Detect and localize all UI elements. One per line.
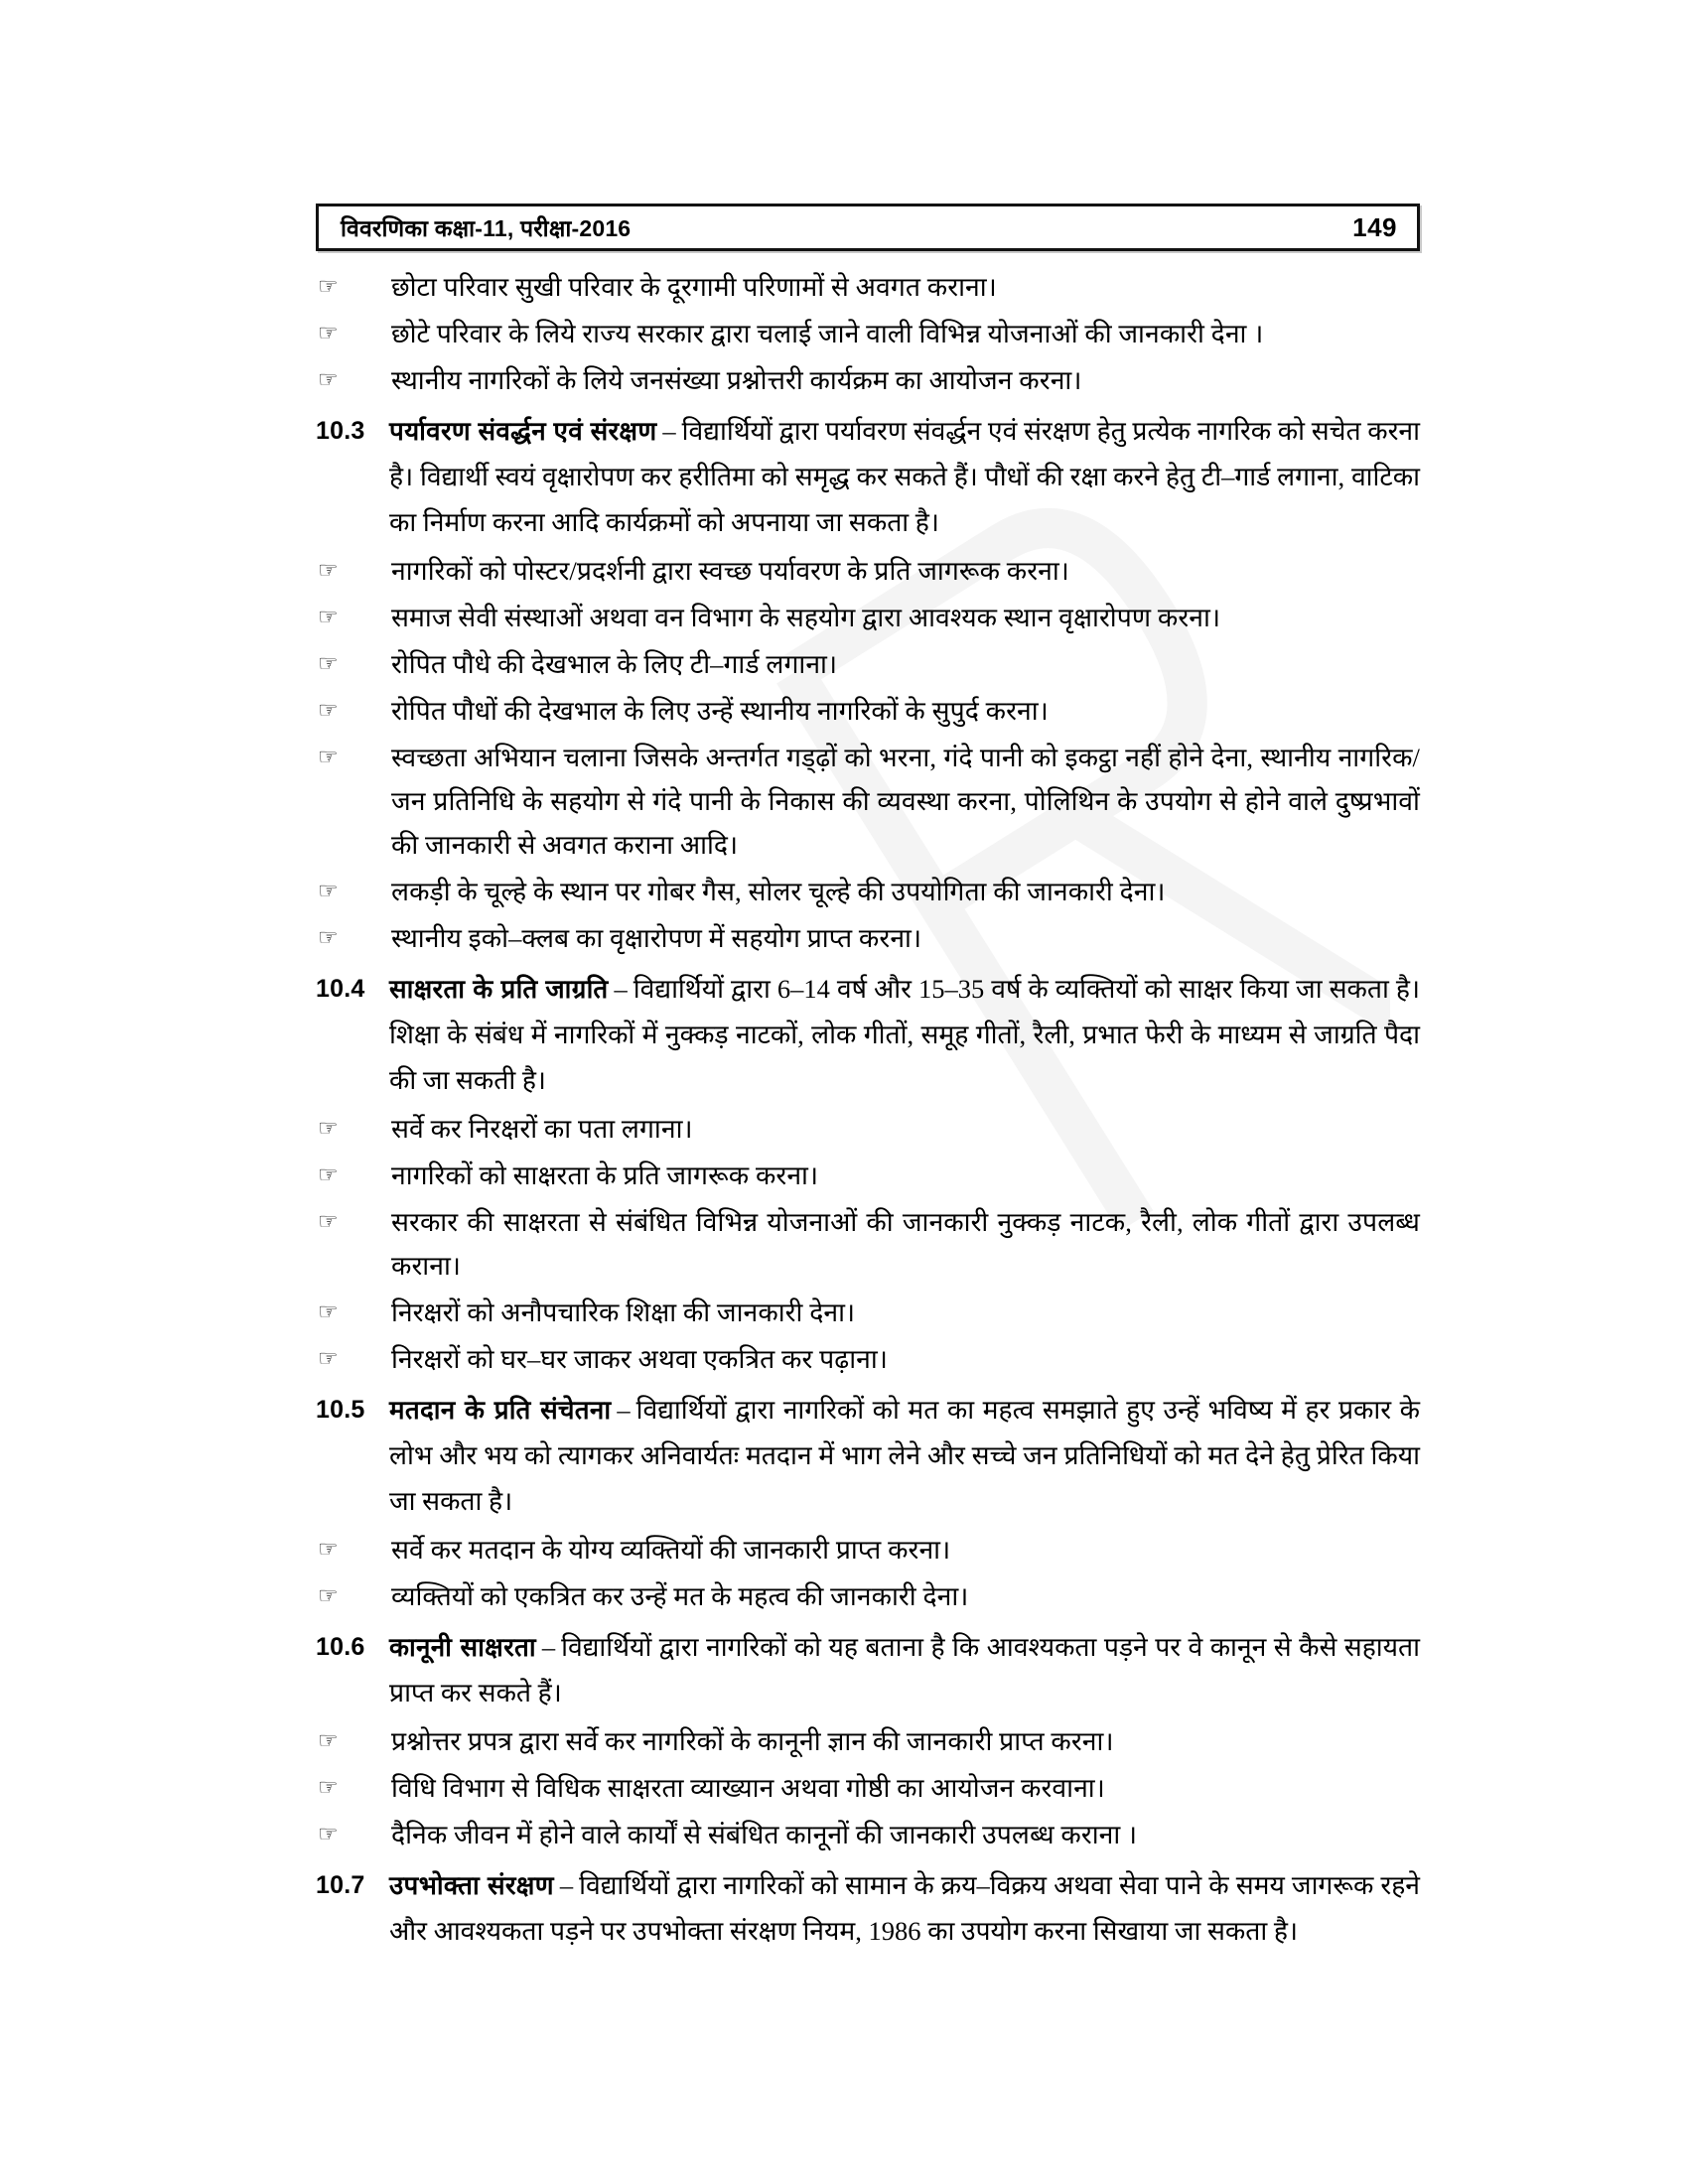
section-title: मतदान के प्रति संचेतना <box>389 1395 612 1425</box>
bullet-item-text: स्वच्छता अभियान चलाना जिसके अन्तर्गत गड्ढ़ों को भरना, गंदे पानी को इकट्ठा नहीं होने देना, स्थानीय नागरिक/जन प्रतिनिधि के सहयोग से गंदे पानी के निकास की व्यवस्था करना, पोलिथिन के उपयोग से होने वाले दुष्प्रभावों की जानकारी से अवगत कराना आदि। <box>391 743 1420 860</box>
pointing-hand-bullet-icon: ☞ <box>318 745 339 770</box>
bullet-item-text: प्रश्नोत्तर प्रपत्र द्वारा सर्वे कर नागरिकों के कानूनी ज्ञान की जानकारी प्राप्त करना। <box>391 1726 1114 1756</box>
pointing-hand-bullet-icon: ☞ <box>318 1822 339 1847</box>
page-header <box>316 204 1420 251</box>
numbered-section <box>316 1862 1420 1954</box>
bullet-item-text: नागरिकों को साक्षरता के प्रति जागरूक करना। <box>391 1160 819 1190</box>
bullet-list-item <box>316 1337 1420 1381</box>
section-title: कानूनी साक्षरता <box>389 1632 536 1662</box>
bullet-list-item <box>316 549 1420 593</box>
bullet-list-item <box>316 870 1420 913</box>
numbered-section <box>316 966 1420 1103</box>
bullet-list-item <box>316 1107 1420 1151</box>
section-body <box>389 1624 1420 1715</box>
bullet-list-item <box>316 596 1420 639</box>
bullet-list-item <box>316 1766 1420 1810</box>
pointing-hand-bullet-icon: ☞ <box>318 1299 339 1325</box>
bullet-list-item <box>316 1574 1420 1618</box>
bullet-item-text: व्यक्तियों को एकत्रित कर उन्हें मत के महत्व की जानकारी देना। <box>391 1581 969 1611</box>
section-number: 10.7 <box>316 1871 365 1899</box>
pointing-hand-bullet-icon: ☞ <box>318 1583 339 1609</box>
header-title: विवरणिका कक्षा-11, परीक्षा-2016 <box>341 215 632 241</box>
bullet-item-text: स्थानीय नागरिकों के लिये जनसंख्या प्रश्नोत्तरी कार्यक्रम का आयोजन करना। <box>391 365 1082 395</box>
section-text: विद्यार्थियों द्वारा नागरिकों को सामान के क्रय–विक्रय अथवा सेवा पाने के समय जागरूक रहने और आवश्यकता पड़ने पर उपभोक्ता संरक्षण नियम, 1986 का उपयोग करना सिखाया जा सकता है। <box>389 1870 1420 1946</box>
pointing-hand-bullet-icon: ☞ <box>318 1346 339 1372</box>
bullet-item-text: रोपित पौधे की देखभाल के लिए टी–गार्ड लगाना। <box>391 649 838 679</box>
pointing-hand-bullet-icon: ☞ <box>318 1775 339 1801</box>
section-text: विद्यार्थियों द्वारा नागरिकों को मत का महत्व समझाते हुए उन्हें भविष्य में हर प्रकार के लोभ और भय को त्यागकर अनिवार्यतः मतदान में भाग लेने और सच्चे जन प्रतिनिधियों को मत देने हेतु प्रेरित किया जा सकता है। <box>389 1395 1420 1516</box>
bullet-item-text: नागरिकों को पोस्टर/प्रदर्शनी द्वारा स्वच्छ पर्यावरण के प्रति जागरूक करना। <box>391 556 1069 586</box>
pointing-hand-bullet-icon: ☞ <box>318 925 339 951</box>
section-body <box>389 408 1420 545</box>
section-body <box>389 966 1420 1103</box>
page-number: 149 <box>1352 211 1397 242</box>
section-number: 10.5 <box>316 1396 365 1424</box>
bullet-item-text: छोटे परिवार के लिये राज्य सरकार द्वारा चलाई जाने वाली विभिन्न योजनाओं की जानकारी देना । <box>391 319 1264 348</box>
pointing-hand-bullet-icon: ☞ <box>318 321 339 346</box>
bullet-item-text: सर्वे कर मतदान के योग्य व्यक्तियों की जानकारी प्राप्त करना। <box>391 1535 951 1565</box>
section-dash-separator: – <box>541 1632 556 1662</box>
numbered-section <box>316 1387 1420 1524</box>
bullet-item-text: सर्वे कर निरक्षरों का पता लगाना। <box>391 1114 693 1144</box>
bullet-list-item <box>316 1154 1420 1197</box>
section-body <box>389 1387 1420 1524</box>
pointing-hand-bullet-icon: ☞ <box>318 1537 339 1563</box>
pointing-hand-bullet-icon: ☞ <box>318 698 339 724</box>
section-title: उपभोक्ता संरक्षण <box>389 1870 554 1900</box>
section-title: पर्यावरण संवर्द्धन एवं संरक्षण <box>389 416 657 446</box>
bullet-list-item <box>316 1813 1420 1856</box>
pointing-hand-bullet-icon: ☞ <box>318 1728 339 1754</box>
section-number: 10.6 <box>316 1633 365 1661</box>
document-body <box>316 265 1420 1954</box>
pointing-hand-bullet-icon: ☞ <box>318 367 339 393</box>
section-dash-separator: – <box>617 1395 631 1425</box>
bullet-list-item <box>316 1528 1420 1571</box>
section-body <box>389 1862 1420 1954</box>
section-dash-separator: – <box>662 416 676 446</box>
bullet-item-text: विधि विभाग से विधिक साक्षरता व्याख्यान अथवा गोष्ठी का आयोजन करवाना। <box>391 1773 1105 1803</box>
bullet-list-item <box>316 1291 1420 1334</box>
bullet-list-item <box>316 312 1420 355</box>
bullet-list-item <box>316 642 1420 686</box>
bullet-item-text: समाज सेवी संस्थाओं अथवा वन विभाग के सहयोग द्वारा आवश्यक स्थान वृक्षारोपण करना। <box>391 603 1221 632</box>
numbered-section <box>316 1624 1420 1715</box>
pointing-hand-bullet-icon: ☞ <box>318 1209 339 1235</box>
bullet-list-item <box>316 265 1420 309</box>
section-text: विद्यार्थियों द्वारा 6–14 वर्ष और 15–35 वर्ष के व्यक्तियों को साक्षर किया जा सकता है। शिक्षा के संबंध में नागरिकों में नुक्कड़ नाटकों, लोक गीतों, समूह गीतों, रैली, प्रभात फेरी के माध्यम से जाग्रति पैदा की जा सकती है। <box>389 974 1420 1095</box>
section-text: विद्यार्थियों द्वारा नागरिकों को यह बताना है कि आवश्यकता पड़ने पर वे कानून से कैसे सहायता प्राप्त कर सकते हैं। <box>389 1632 1420 1707</box>
section-number: 10.3 <box>316 417 365 445</box>
pointing-hand-bullet-icon: ☞ <box>318 1162 339 1188</box>
bullet-item-text: स्थानीय इको–क्लब का वृक्षारोपण में सहयोग प्राप्त करना। <box>391 923 922 953</box>
pointing-hand-bullet-icon: ☞ <box>318 605 339 630</box>
bullet-item-text: दैनिक जीवन में होने वाले कार्यों से संबंधित कानूनों की जानकारी उपलब्ध कराना । <box>391 1820 1138 1849</box>
bullet-item-text: छोटा परिवार सुखी परिवार के दूरगामी परिणामों से अवगत कराना। <box>391 272 997 302</box>
bullet-item-text: सरकार की साक्षरता से संबंधित विभिन्न योजनाओं की जानकारी नुक्कड़ नाटक, रैली, लोक गीतों द्वारा उपलब्ध कराना। <box>391 1207 1420 1281</box>
bullet-list-item <box>316 1719 1420 1763</box>
bullet-list-item <box>316 1200 1420 1288</box>
bullet-list-item <box>316 916 1420 960</box>
bullet-item-text: निरक्षरों को घर–घर जाकर अथवा एकत्रित कर पढ़ाना। <box>391 1344 888 1374</box>
bullet-item-text: रोपित पौधों की देखभाल के लिए उन्हें स्थानीय नागरिकों के सुपुर्द करना। <box>391 696 1049 726</box>
bullet-list-item <box>316 736 1420 867</box>
bullet-item-text: निरक्षरों को अनौपचारिक शिक्षा की जानकारी देना। <box>391 1297 856 1327</box>
section-dash-separator: – <box>559 1870 574 1900</box>
pointing-hand-bullet-icon: ☞ <box>318 558 339 584</box>
pointing-hand-bullet-icon: ☞ <box>318 651 339 677</box>
section-number: 10.4 <box>316 975 365 1003</box>
pointing-hand-bullet-icon: ☞ <box>318 1116 339 1142</box>
pointing-hand-bullet-icon: ☞ <box>318 274 339 300</box>
bullet-list-item <box>316 689 1420 733</box>
numbered-section <box>316 408 1420 545</box>
bullet-item-text: लकड़ी के चूल्हे के स्थान पर गोबर गैस, सोलर चूल्हे की उपयोगिता की जानकारी देना। <box>391 877 1166 906</box>
section-text: विद्यार्थियों द्वारा पर्यावरण संवर्द्धन एवं संरक्षण हेतु प्रत्येक नागरिक को सचेत करना है। विद्यार्थी स्वयं वृक्षारोपण कर हरीतिमा को समृद्ध कर सकते हैं। पौधों की रक्षा करने हेतु टी–गार्ड लगाना, वाटिका का निर्माण करना आदि कार्यक्रमों को अपनाया जा सकता है। <box>389 416 1420 537</box>
page-content <box>316 204 1420 1958</box>
section-dash-separator: – <box>614 974 628 1004</box>
section-title: साक्षरता के प्रति जाग्रति <box>389 974 609 1004</box>
bullet-list-item <box>316 358 1420 402</box>
pointing-hand-bullet-icon: ☞ <box>318 879 339 904</box>
